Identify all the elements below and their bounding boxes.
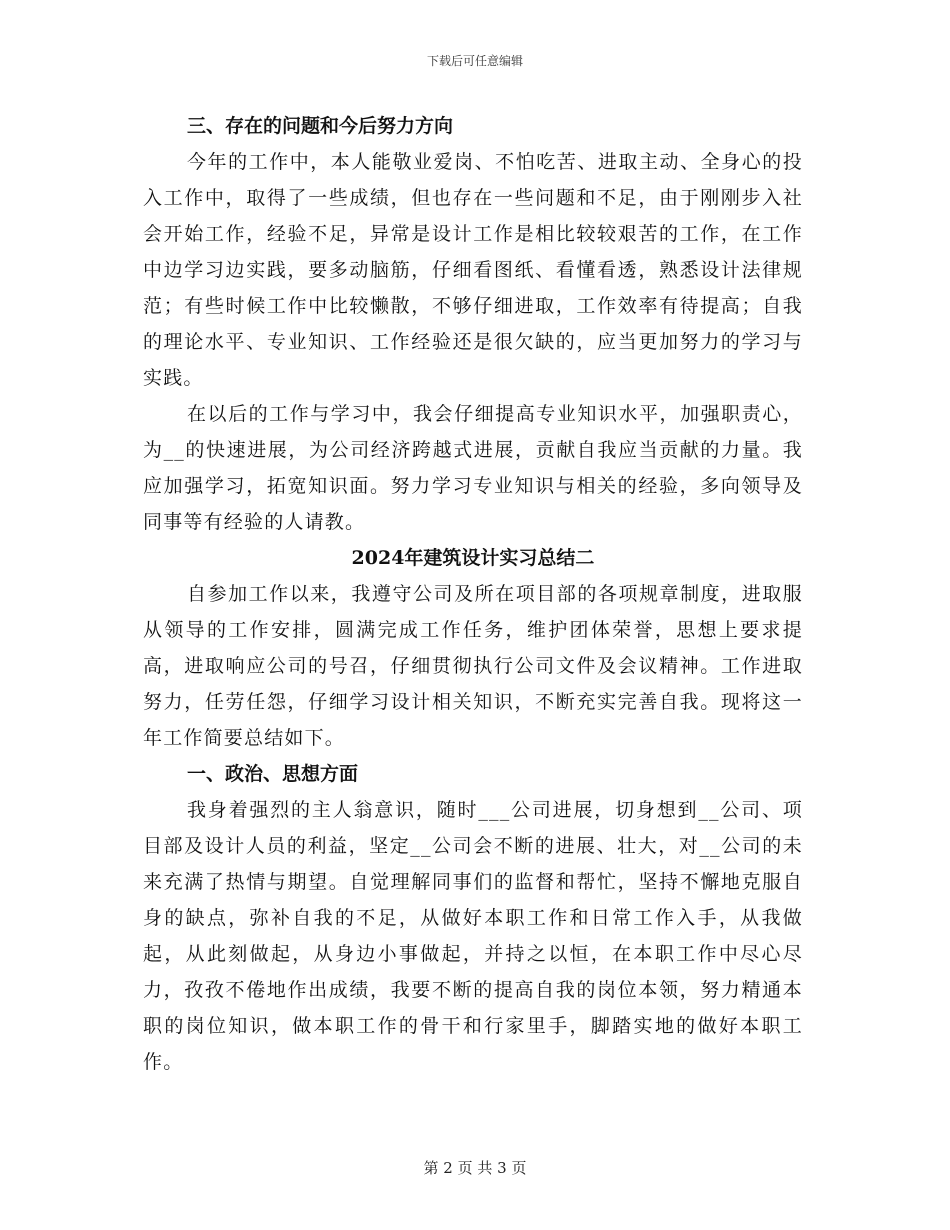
section-heading-problems: 三、存在的问题和今后努力方向 xyxy=(187,115,454,137)
document-title: 2024年建筑设计实习总结二 xyxy=(351,547,595,569)
body-paragraph: 今年的工作中，本人能敬业爱岗、不怕吃苦、进取主动、全身心的投入工作中，取得了一些成绩，但也存在一些问题和不足，由于刚刚步入社会开始工作，经验不足，异常是设计工作是相比较较艰苦的工作，在工作中边学习边实践，要多动脑筋，仔细看图纸、看懂看透，熟悉设计法律规范；有些时候工作中比较懒散，不够仔细进取，工作效率有待提高；自我的理论水平、专业知识、工作经验还是很欠缺的，应当更加努力的学习与实践。 xyxy=(143,151,803,389)
page-header: 下载后可任意编辑 xyxy=(426,54,523,68)
document-body xyxy=(143,108,803,1080)
page-footer: 第 2 页 共 3 页 xyxy=(423,1159,527,1177)
section-heading-politics: 一、政治、思想方面 xyxy=(187,763,359,785)
body-paragraph: 我身着强烈的主人翁意识，随时___公司进展，切身想到__公司、项目部及设计人员的利益，坚定__公司会不断的进展、壮大，对__公司的未来充满了热情与期望。自觉理解同事们的监督和帮忙，坚持不懈地克服自身的缺点，弥补自我的不足，从做好本职工作和日常工作入手，从我做起，从此刻做起，从身边小事做起，并持之以恒，在本职工作中尽心尽力，孜孜不倦地作出成绩，我要不断的提高自我的岗位本领，努力精通本职的岗位知识，做本职工作的骨干和行家里手，脚踏实地的做好本职工作。 xyxy=(143,799,803,1073)
body-paragraph: 在以后的工作与学习中，我会仔细提高专业知识水平，加强职责心，为__的快速进展，为公司经济跨越式进展，贡献自我应当贡献的力量。我应加强学习，拓宽知识面。努力学习专业知识与相关的经验，多向领导及同事等有经验的人请教。 xyxy=(143,403,803,533)
body-paragraph: 自参加工作以来，我遵守公司及所在项目部的各项规章制度，进取服从领导的工作安排，圆满完成工作任务，维护团体荣誉，思想上要求提高，进取响应公司的号召，仔细贯彻执行公司文件及会议精神。工作进取努力，任劳任怨，仔细学习设计相关知识，不断充实完善自我。现将这一年工作简要总结如下。 xyxy=(143,583,803,749)
